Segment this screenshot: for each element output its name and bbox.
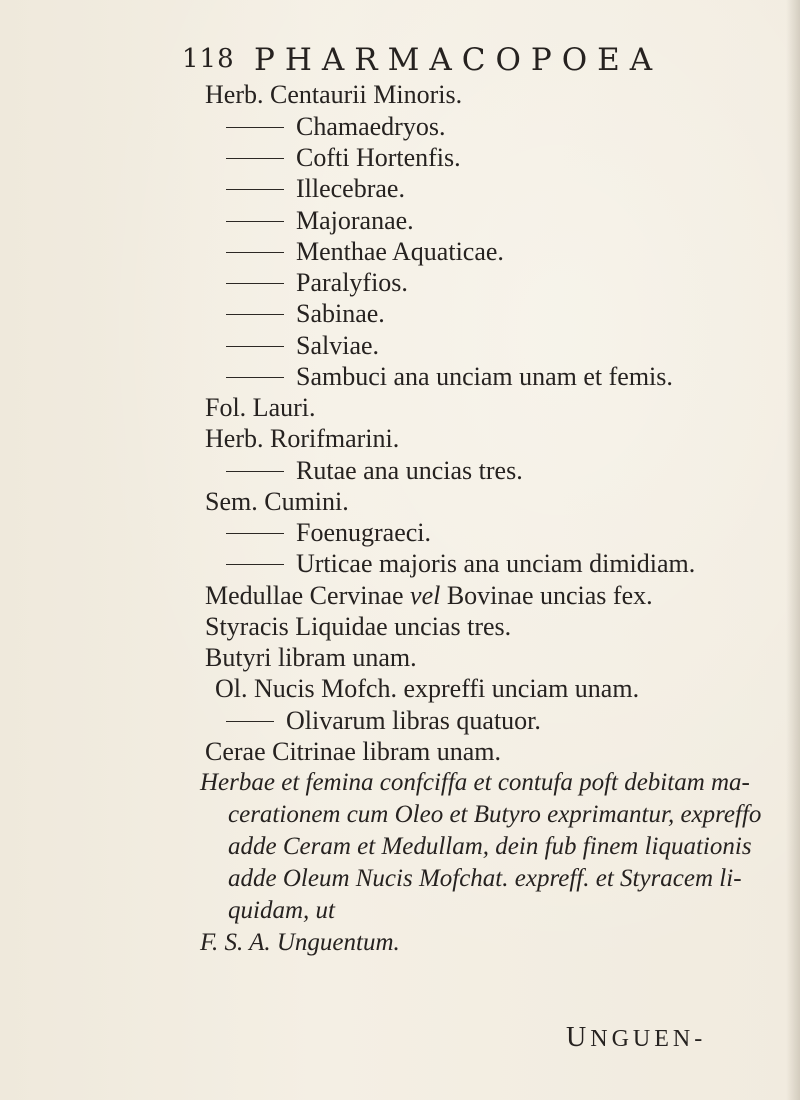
recipe-line	[226, 268, 408, 298]
catchword-initial: U	[566, 1022, 591, 1053]
ditto-dash	[226, 471, 284, 472]
instruction-line: adde Oleum Nucis Mofchat. expreff. et Styracem li-	[228, 865, 742, 892]
recipe-line	[226, 143, 461, 173]
ditto-dash	[226, 252, 284, 253]
catchword	[566, 1022, 706, 1054]
ditto-dash	[226, 127, 284, 128]
ditto-dash	[226, 189, 284, 190]
recipe-line-text: Sem. Cumini.	[205, 487, 349, 516]
page-edge-shadow	[786, 0, 800, 1100]
recipe-line-text: Salviae.	[296, 331, 380, 360]
recipe-line-text: Rutae ana uncias tres.	[296, 456, 523, 485]
ditto-dash	[226, 314, 284, 315]
page-title: PHARMACOPOEA	[254, 42, 663, 78]
recipe-line	[226, 706, 541, 736]
catchword-rest: NGUEN-	[590, 1026, 707, 1052]
recipe-line	[205, 612, 511, 642]
recipe-line-text: Ol. Nucis Mofch. expreffi unciam unam.	[215, 674, 640, 703]
recipe-line-text: Sambuci ana unciam unam et femis.	[296, 362, 673, 391]
recipe-line-text: Foenugraeci.	[296, 518, 432, 547]
recipe-line	[226, 362, 673, 392]
recipe-line-text: Menthae Aquaticae.	[296, 237, 504, 266]
recipe-line-text: Herb. Rorifmarini.	[205, 424, 400, 453]
ditto-dash	[226, 346, 284, 347]
recipe-line	[226, 549, 695, 579]
recipe-line	[205, 80, 462, 110]
recipe-line-text: Olivarum libras quatuor.	[286, 706, 541, 735]
recipe-line	[215, 674, 639, 704]
recipe-line	[205, 487, 349, 517]
recipe-line-text: Sabinae.	[296, 299, 385, 328]
recipe-line	[226, 237, 504, 267]
recipe-line	[226, 456, 523, 486]
recipe-line-text: Paralyfios.	[296, 268, 408, 297]
ditto-dash	[226, 721, 274, 722]
recipe-line-text: Herb. Centaurii Minoris.	[205, 80, 463, 109]
recipe-line-text: Illecebrae.	[296, 174, 405, 203]
recipe-line-text: Cerae Citrinae libram unam.	[205, 737, 502, 766]
instruction-line: cerationem cum Oleo et Butyro exprimantur, expreffo	[228, 801, 762, 828]
instruction-line: quidam, ut	[228, 897, 335, 924]
ditto-dash	[226, 564, 284, 565]
instruction-line: Herbae et femina confciffa et contufa poft debitam ma-	[200, 769, 750, 796]
ditto-dash	[226, 283, 284, 284]
recipe-line	[205, 393, 316, 423]
recipe-line-text: Chamaedryos.	[296, 112, 446, 141]
ditto-dash	[226, 158, 284, 159]
recipe-line-text: Cofti Hortenfis.	[296, 143, 461, 172]
recipe-line	[205, 737, 501, 767]
instruction-line: F. S. A. Unguentum.	[200, 929, 400, 956]
ditto-dash	[226, 377, 284, 378]
recipe-line-text: Butyri libram unam.	[205, 643, 417, 672]
recipe-line	[205, 643, 417, 673]
page-number: 118	[182, 44, 235, 74]
recipe-line-text: Urticae majoris ana unciam dimidiam.	[296, 549, 696, 578]
recipe-line	[226, 174, 405, 204]
running-head	[182, 42, 682, 82]
recipe-line-text: Bovinae uncias fex.	[440, 581, 653, 610]
recipe-line	[205, 581, 653, 611]
recipe-line-text: Majoranae.	[296, 206, 414, 235]
recipe-line-text: Styracis Liquidae uncias tres.	[205, 612, 512, 641]
recipe-line	[226, 299, 385, 329]
recipe-line-text: Medullae Cervinae	[205, 581, 411, 610]
ditto-dash	[226, 533, 284, 534]
instruction-line: adde Ceram et Medullam, dein fub finem liquationis	[228, 833, 752, 860]
ditto-dash	[226, 221, 284, 222]
recipe-line	[226, 331, 379, 361]
recipe-line	[226, 112, 445, 142]
recipe-line-italic: vel	[410, 581, 441, 610]
recipe-line	[205, 424, 399, 454]
recipe-line	[226, 206, 414, 236]
recipe-line	[226, 518, 431, 548]
recipe-line-text: Fol. Lauri.	[205, 393, 316, 422]
